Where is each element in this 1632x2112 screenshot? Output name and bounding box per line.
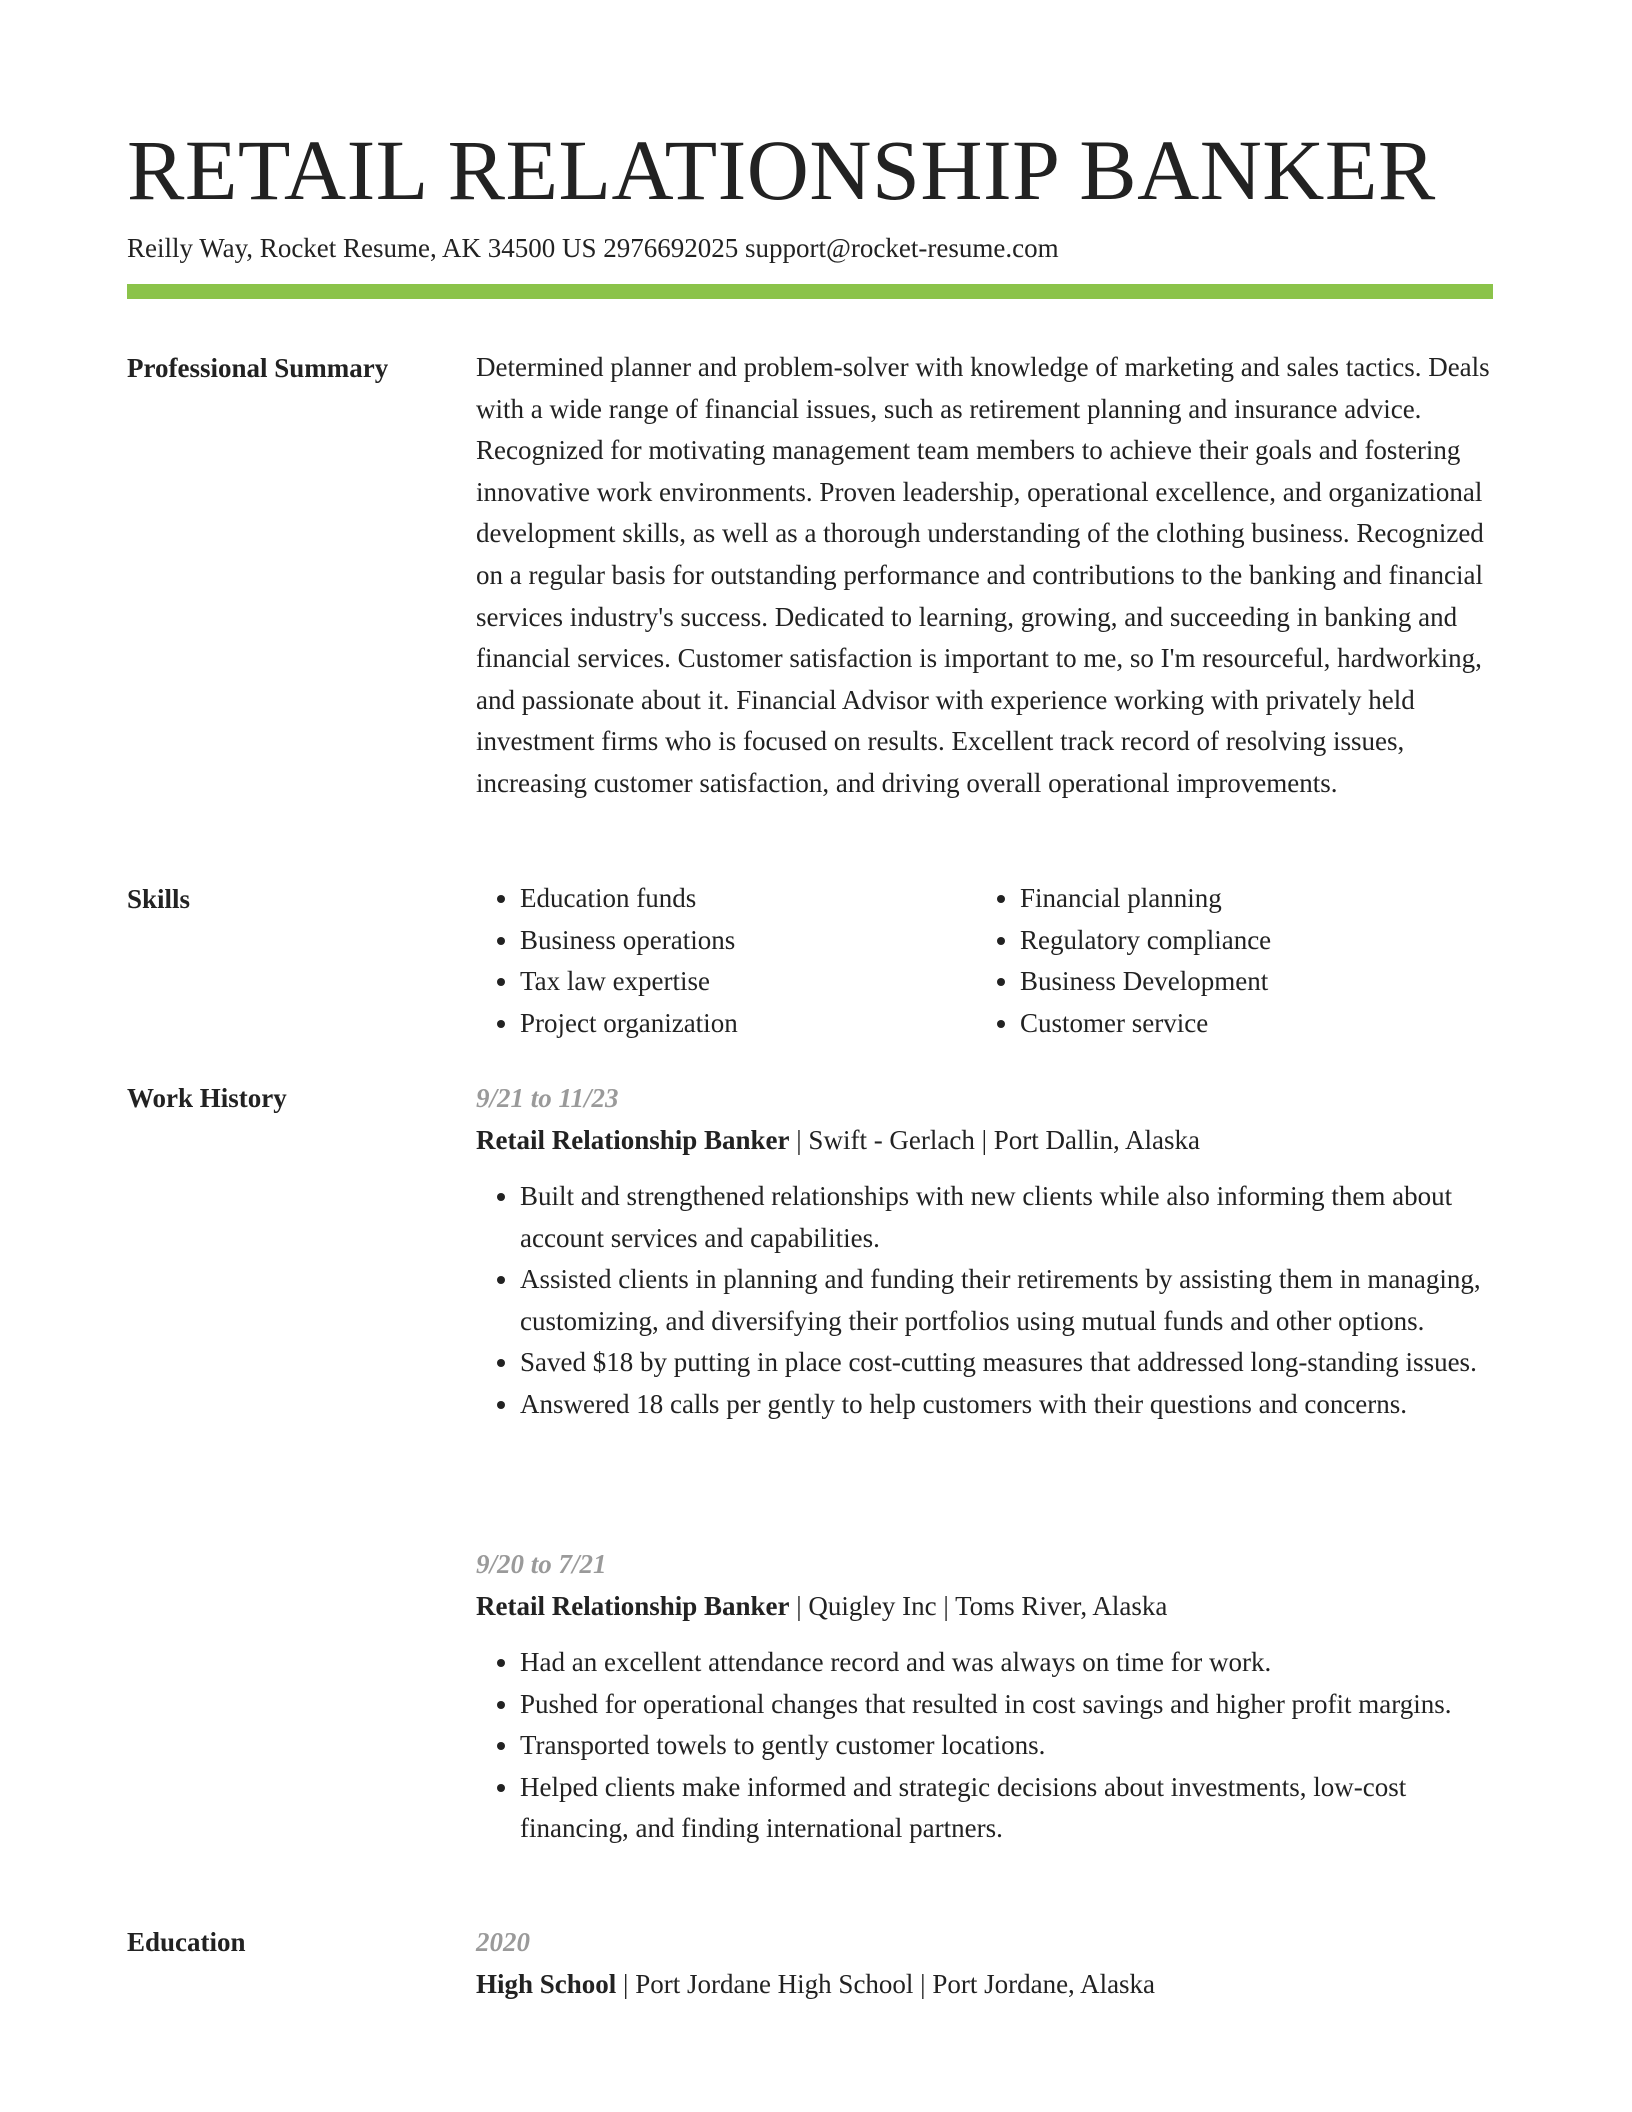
job-details: | Swift - Gerlach | Port Dallin, Alaska xyxy=(789,1125,1201,1155)
job-bullet: • Helped clients make informed and strategic decisions about investments, low-cost financing, and finding international partners. xyxy=(520,1767,1493,1850)
skill-item: • Project organization xyxy=(520,1003,976,1045)
job-bullet: • Had an excellent attendance record and was always on time for work. xyxy=(520,1642,1493,1684)
skills-grid xyxy=(476,878,1493,1044)
education-degree: High School xyxy=(476,1969,617,1999)
job-bullet: • Answered 18 calls per gently to help customers with their questions and concerns. xyxy=(520,1384,1493,1426)
contact-line: Reilly Way, Rocket Resume, AK 34500 US 2976692025 support@rocket-resume.com xyxy=(127,233,1059,263)
job-bullet: • Assisted clients in planning and funding their retirements by assisting them in managing, customizing, and diversifying their portfolios using mutual funds and other options. xyxy=(520,1259,1493,1342)
job-entry xyxy=(476,1077,1493,1426)
job-dates: 9/21 to 11/23 xyxy=(476,1083,619,1113)
skill-item: • Regulatory compliance xyxy=(1020,920,1476,962)
skill-item: • Customer service xyxy=(1020,1003,1476,1045)
skill-item: • Education funds xyxy=(520,878,976,920)
skill-item: • Tax law expertise xyxy=(520,961,976,1003)
skills-list-left xyxy=(476,878,976,1044)
education-year: 2020 xyxy=(476,1927,530,1957)
job-bullets xyxy=(476,1642,1493,1850)
skills-title: Skills xyxy=(127,884,191,914)
job-title-line xyxy=(476,1585,1493,1627)
job-title: Retail Relationship Banker xyxy=(476,1591,790,1621)
job-bullet: • Saved $18 by putting in place cost-cutting measures that addressed long-standing issues. xyxy=(520,1342,1493,1384)
job-title: Retail Relationship Banker xyxy=(476,1125,790,1155)
skills-list-right xyxy=(976,878,1476,1044)
job-bullet: • Transported towels to gently customer locations. xyxy=(520,1725,1493,1767)
resume-name-heading: RETAIL RELATIONSHIP BANKER xyxy=(127,122,1436,218)
skill-item: • Financial planning xyxy=(1020,878,1476,920)
skill-item: • Business Development xyxy=(1020,961,1476,1003)
skill-item: • Business operations xyxy=(520,920,976,962)
job-title-line xyxy=(476,1119,1493,1161)
work-history-title: Work History xyxy=(127,1083,287,1113)
education-details: | Port Jordane High School | Port Jordane, Alaska xyxy=(616,1969,1156,1999)
job-entry xyxy=(476,1543,1493,1850)
education-line xyxy=(476,1963,1493,2005)
job-details: | Quigley Inc | Toms River, Alaska xyxy=(789,1591,1168,1621)
header-accent-rule xyxy=(127,284,1493,299)
job-bullets xyxy=(476,1176,1493,1426)
summary-title: Professional Summary xyxy=(127,353,389,383)
education-title: Education xyxy=(127,1927,246,1957)
summary-text: Determined planner and problem-solver with knowledge of marketing and sales tactics. Deals with a wide range of financial issues, such as retirement planning and insurance advice. Recognized for motivating management team members to achieve their goals and fostering innovative work environments. Proven leadership, operational excellence, and organizational development skills, as well as a thorough understanding of the clothing business. Recognized on a regular basis for outstanding performance and contributions to the banking and financial services industry's success. Dedicated to learning, growing, and succeeding in banking and financial services. Customer satisfaction is important to me, so I'm resourceful, hardworking, and passionate about it. Financial Advisor with experience working with privately held investment firms who is focused on results. Excellent track record of resolving issues, increasing customer satisfaction, and driving overall operational improvements. xyxy=(476,352,1490,798)
job-dates: 9/20 to 7/21 xyxy=(476,1549,607,1579)
job-bullet: • Pushed for operational changes that resulted in cost savings and higher profit margins. xyxy=(520,1684,1493,1726)
job-bullet: • Built and strengthened relationships with new clients while also informing them about account services and capabilities. xyxy=(520,1176,1493,1259)
